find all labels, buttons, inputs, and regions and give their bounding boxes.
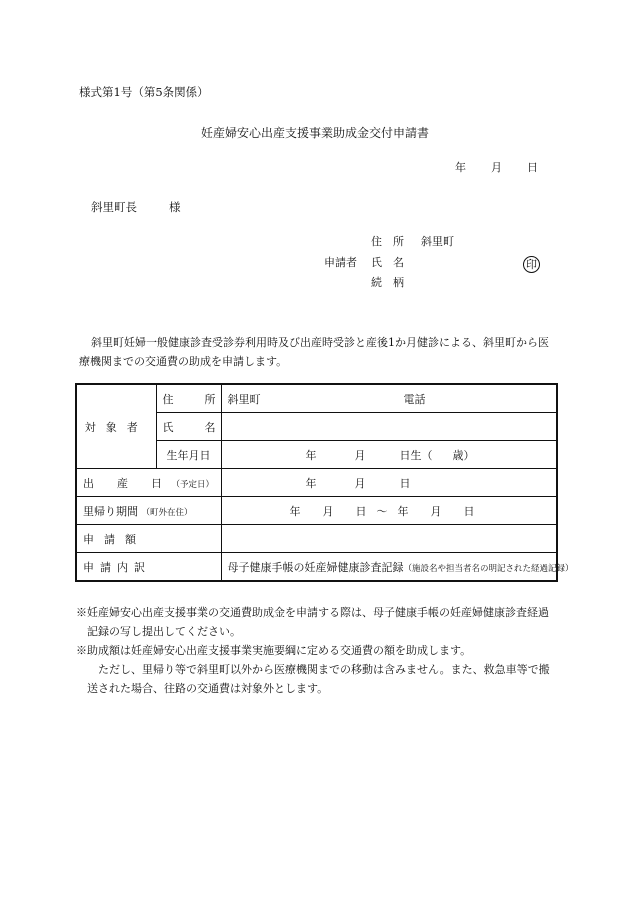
birthdate-field[interactable]: [221, 441, 557, 469]
addressee-name: 斜里町長: [91, 200, 137, 214]
homecoming-label-cell: [76, 497, 221, 525]
applicant-label: 申請者: [324, 256, 357, 269]
birth-year: 年: [305, 448, 317, 462]
date-year-label: 年: [455, 161, 466, 174]
notes-section: [76, 603, 554, 698]
homecoming-label: 里帰り期間: [83, 504, 138, 518]
applicant-name-label: 氏 名: [371, 256, 404, 269]
note-1: ※妊産婦安心出産支援事業の交通費助成金を申請する際は、母子健康手帳の妊産婦健康診査経過記録の写し提出してください。: [76, 606, 549, 638]
hc-month-end: 月: [430, 504, 442, 518]
row-due-date: [76, 469, 557, 497]
application-date: [455, 162, 538, 173]
hc-month-start: 月: [322, 504, 334, 518]
details-value: 母子健康手帳の妊産婦健康診査記録: [227, 560, 404, 574]
due-date-label: 出 産 日: [83, 476, 168, 490]
note-3: ただし、里帰り等で斜里町以外から医療機関までの移動は含みません。また、救急車等で搬送された場合、往路の交通費は対象外とします。: [87, 663, 550, 695]
amount-label: 申請額: [76, 525, 221, 553]
hc-day-end: 日: [463, 504, 475, 518]
details-note: （施設名や担当者名の明記された経過記録）: [403, 563, 574, 574]
subject-label: 対象者: [76, 384, 156, 469]
statement-text: 斜里町妊婦一般健康診査受診券利用時及び出産時受診と産後1か月健診による、斜里町から医療機関までの交通費の助成を申請します。: [79, 336, 549, 368]
seal-mark: 印: [523, 256, 540, 273]
note-2: ※助成額は妊産婦安心出産支援事業実施要綱に定める交通費の額を助成します。: [76, 644, 472, 657]
application-statement: [79, 333, 557, 371]
phone-label: 電話: [403, 392, 426, 406]
date-month-label: 月: [491, 161, 502, 174]
due-month: 月: [354, 476, 366, 490]
birthdate-label: 生年月日: [156, 441, 221, 469]
homecoming-note: （町外在住）: [141, 507, 193, 518]
row-amount: [76, 525, 557, 553]
applicant-address-label: 住 所: [371, 235, 404, 248]
due-year: 年: [305, 476, 317, 490]
due-date-label-cell: [76, 469, 221, 497]
name-label: 氏 名: [156, 413, 221, 441]
applicant-address-value: 斜里町: [421, 235, 454, 248]
due-date-field[interactable]: [221, 469, 557, 497]
row-details: [76, 553, 557, 582]
addressee-honorific: 様: [169, 200, 181, 214]
address-label: 住 所: [156, 384, 221, 413]
hc-year-end: 年: [397, 504, 409, 518]
details-field[interactable]: [221, 553, 574, 582]
name-field[interactable]: [221, 413, 557, 441]
addressee: [91, 202, 181, 214]
birth-month: 月: [354, 448, 366, 462]
address-field[interactable]: [221, 384, 557, 413]
birth-day: 日生（: [399, 448, 433, 462]
applicant-relation-label: 続 柄: [371, 276, 404, 289]
hc-day-start: 日: [355, 504, 367, 518]
amount-field[interactable]: [221, 525, 557, 553]
document-title: 妊産婦安心出産支援事業助成金交付申請書: [200, 126, 429, 140]
details-label: 申請内訳: [76, 553, 221, 582]
form-number: 様式第1号（第5条関係）: [79, 85, 209, 99]
row-address: [76, 384, 557, 413]
due-day: 日: [399, 476, 411, 490]
application-form-table: [75, 383, 574, 582]
birth-age: 歳）: [452, 448, 475, 462]
hc-tilde: ～: [376, 504, 388, 518]
address-value: 斜里町: [227, 392, 261, 406]
due-date-note: （予定日）: [171, 479, 215, 490]
homecoming-field[interactable]: [221, 497, 557, 525]
row-homecoming: [76, 497, 557, 525]
hc-year-start: 年: [289, 504, 301, 518]
date-day-label: 日: [527, 161, 538, 174]
